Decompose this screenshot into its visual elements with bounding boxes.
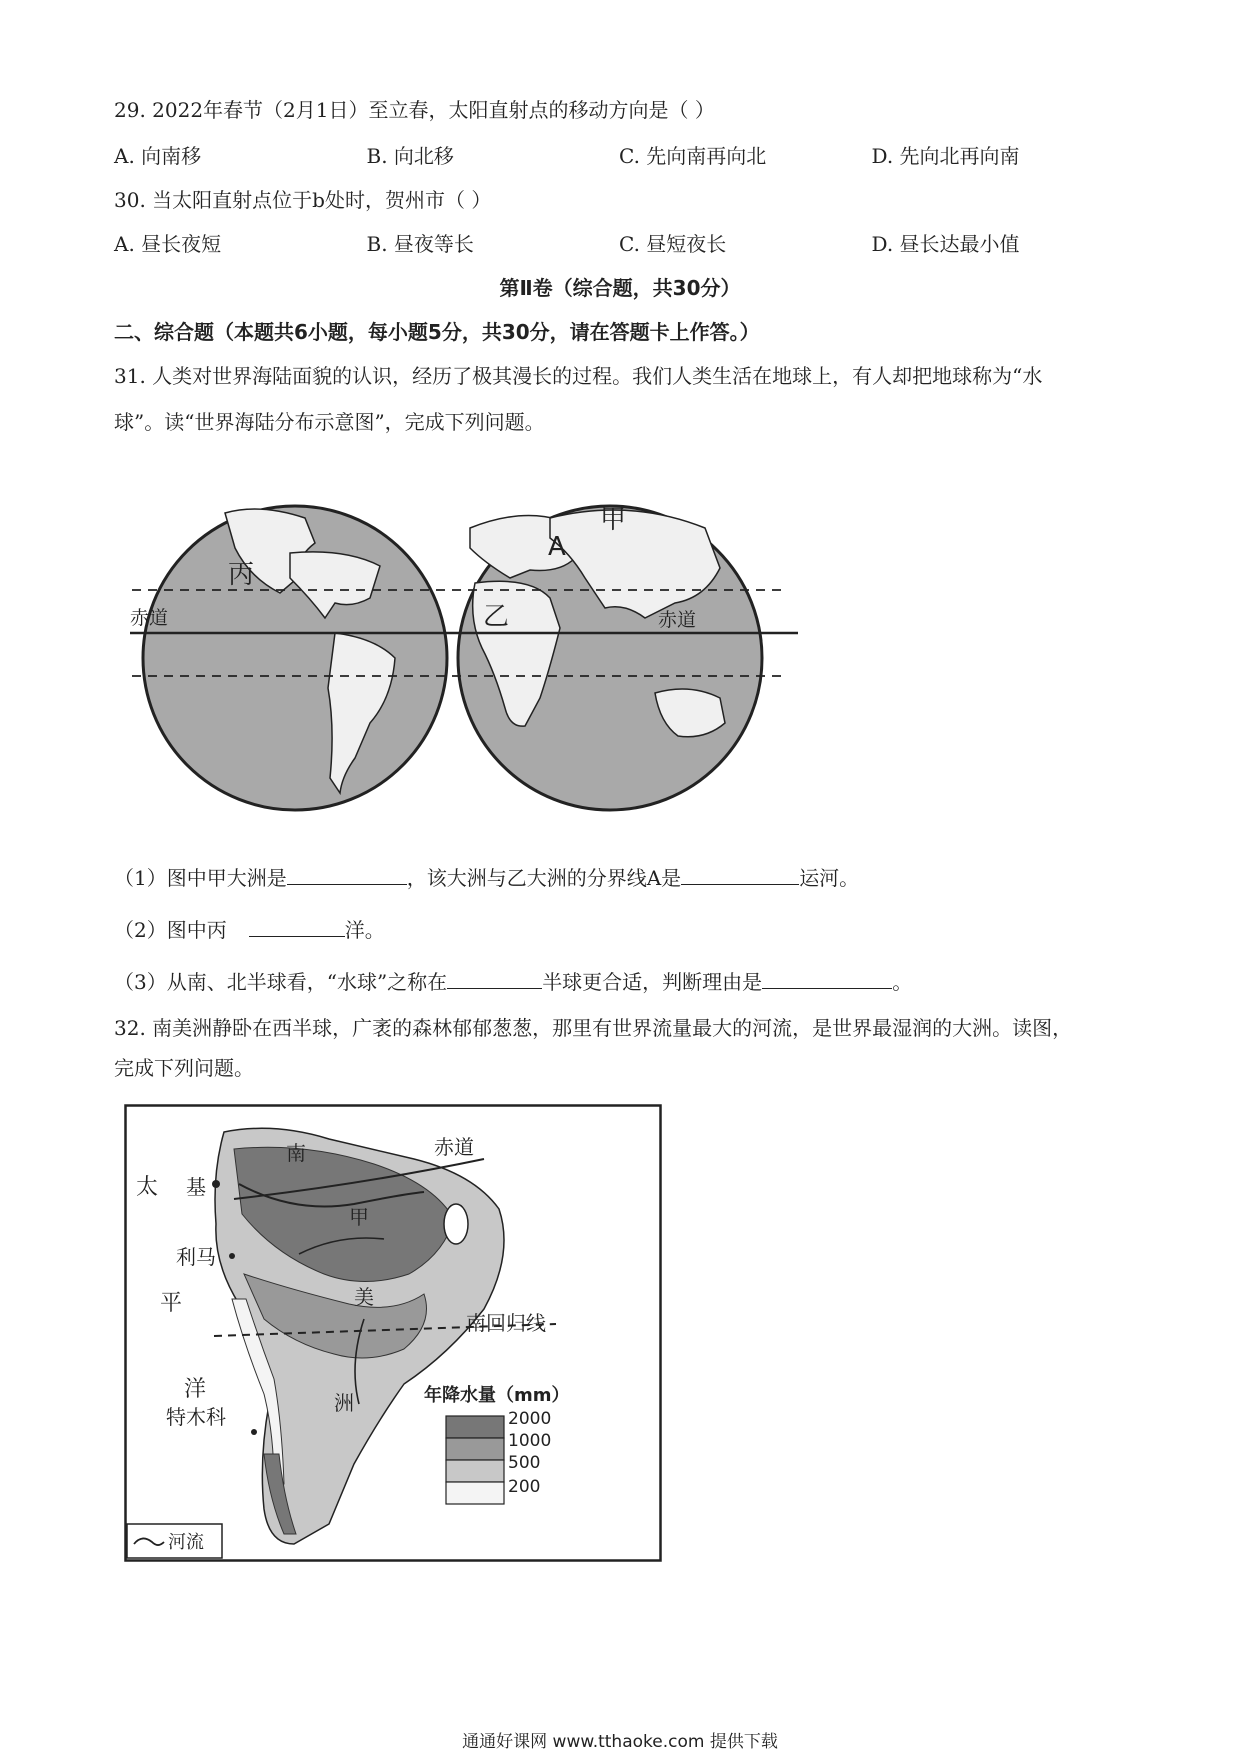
label-temuke: 特木科 xyxy=(166,1405,226,1429)
q30-stem: 30. 当太阳直射点位于b处时，贺州市（ ） xyxy=(114,188,492,212)
legend-swatch-500 xyxy=(446,1460,504,1482)
lake-icon xyxy=(444,1204,468,1244)
q29-option-d: D. 先向北再向南 xyxy=(871,144,1020,168)
q32-intro-line1: 32. 南美洲静卧在西半球，广袤的森林郁郁葱葱，那里有世界流量最大的河流，是世界最湿润的大洲。读图， xyxy=(114,1016,1073,1040)
q31-blank-4[interactable] xyxy=(447,970,542,989)
label-yi: 乙 xyxy=(483,602,510,632)
label-mei: 美 xyxy=(354,1285,374,1309)
section-heading: 二、综合题（本题共6小题，每小题5分，共30分，请在答题卡上作答。） xyxy=(114,320,760,344)
legend-swatch-1000 xyxy=(446,1438,504,1460)
river-legend-label: 河流 xyxy=(168,1532,204,1553)
quito-city-icon xyxy=(212,1180,220,1188)
q29-option-a: A. 向南移 xyxy=(114,144,202,168)
label-bing: 丙 xyxy=(228,560,255,590)
q29-stem: 29. 2022年春节（2月1日）至立春，太阳直射点的移动方向是（ ） xyxy=(114,98,715,122)
label-equator-left: 赤道 xyxy=(130,607,169,629)
label-jia: 甲 xyxy=(600,505,627,535)
q32-intro-line2: 完成下列问题。 xyxy=(114,1056,254,1080)
q30-option-c: C. 昼短夜长 xyxy=(619,232,727,256)
q30-option-d: D. 昼长达最小值 xyxy=(871,232,1020,256)
label-equator-right: 赤道 xyxy=(658,609,697,631)
label-ping: 平 xyxy=(160,1291,183,1316)
q31-blank-1[interactable] xyxy=(287,866,407,885)
q29-options xyxy=(114,140,1124,169)
legend-value-500: 500 xyxy=(508,1453,541,1473)
label-zhou: 洲 xyxy=(334,1391,354,1415)
q31-intro-line2: 球”。读“世界海陆分布示意图”，完成下列问题。 xyxy=(114,410,545,434)
south-america-precipitation-map xyxy=(124,1104,664,1564)
legend-value-1000: 1000 xyxy=(508,1431,552,1451)
temuco-city-icon xyxy=(251,1429,257,1435)
q30-option-b: B. 昼夜等长 xyxy=(366,232,474,256)
q30-option-a: A. 昼长夜短 xyxy=(114,232,222,256)
q29-option-c: C. 先向南再向北 xyxy=(619,144,767,168)
legend-swatch-2000 xyxy=(446,1416,504,1438)
q31-sub2: （2）图中丙 洋。 xyxy=(114,918,385,942)
label-nan: 南 xyxy=(286,1141,306,1165)
label-tai: 太 xyxy=(136,1175,159,1200)
q29-option-b: B. 向北移 xyxy=(366,144,454,168)
q31-sub3: （3）从南、北半球看，“水球”之称在 半球更合适，判断理由是 。 xyxy=(114,970,913,994)
section-title: 第Ⅱ卷（综合题，共30分） xyxy=(499,276,741,300)
q31-blank-5[interactable] xyxy=(762,970,892,989)
legend-swatch-200 xyxy=(446,1482,504,1504)
label-ji: 基 xyxy=(186,1175,206,1199)
label-lima: 利马 xyxy=(176,1245,216,1269)
q30-options xyxy=(114,228,1124,257)
label-yang: 洋 xyxy=(184,1377,207,1402)
label-a: A xyxy=(548,532,566,562)
label-jia: 甲 xyxy=(349,1205,369,1229)
legend-value-200: 200 xyxy=(508,1477,541,1497)
legend-value-2000: 2000 xyxy=(508,1409,552,1429)
label-equator: 赤道 xyxy=(434,1135,474,1159)
lima-city-icon xyxy=(229,1253,235,1259)
label-tropic: 南回归线 xyxy=(466,1311,546,1335)
world-hemispheres-map xyxy=(130,458,810,843)
legend-title: 年降水量（mm） xyxy=(424,1385,570,1406)
q31-blank-3[interactable] xyxy=(249,918,345,937)
page-footer: 通通好课网 www.tthaoke.com 提供下载 xyxy=(462,1732,778,1752)
q31-intro-line1: 31. 人类对世界海陆面貌的认识，经历了极其漫长的过程。我们人类生活在地球上，有人却把地球称为“水 xyxy=(114,364,1043,388)
q31-blank-2[interactable] xyxy=(681,866,799,885)
q31-sub1: （1）图中甲大洲是 ，该大洲与乙大洲的分界线A是 运河。 xyxy=(114,866,860,890)
